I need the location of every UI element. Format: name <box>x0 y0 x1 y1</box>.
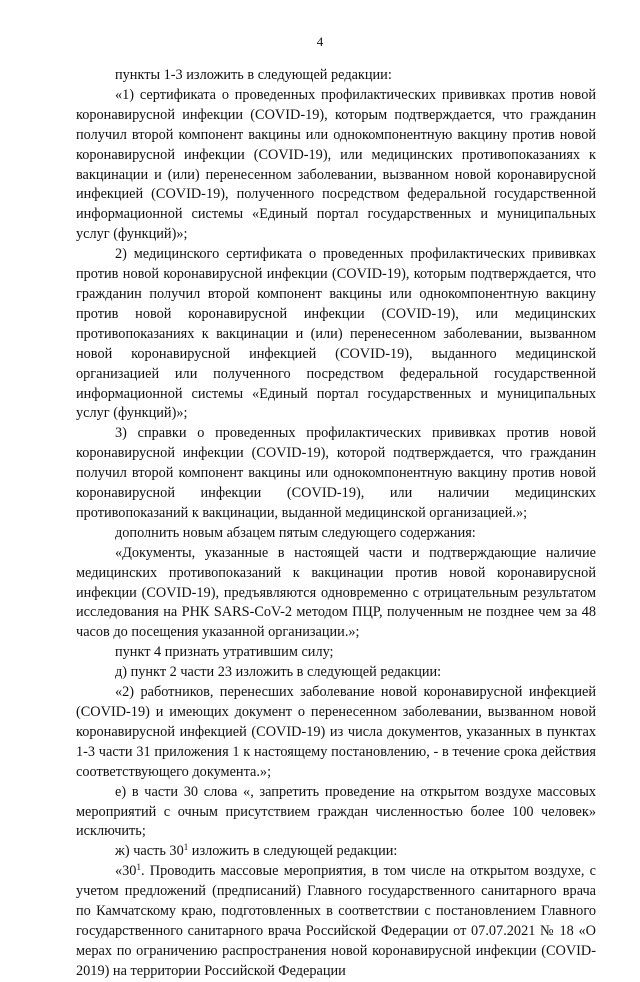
superscript: 1 <box>136 862 141 873</box>
paragraph-zh-item <box>76 842 596 862</box>
paragraph-add-fifth: дополнить новым абзацем пятым следующего содержания: <box>115 524 476 541</box>
text-fragment: . Проводить массовые мероприятия, в том числе на открытом воздухе, с учетом предложений (предписаний) Главного государственного санитарного врача по Камчатскому краю, подготовленных в соответствии с постановлением Главного государственного санитарного врача Российской Федерации от 07.07.2021 № 18 «О мерах по ограничению распространения новой коронавирусной инфекции (COVID-2019) на территории Российской Федерации <box>76 863 596 979</box>
paragraph-point-1-certificate: «1) сертификата о проведенных профилактических прививках против новой коронавирусной инфекции (COVID-19), которым подтверждается, что гражданин получил второй компонент вакцины или однокомпонентную вакцину против новой коронавирусной инфекции (COVID-19), или медицинских противопоказаниях к вакцинации и (или) перенесенном заболевании, вызванном новой коронавирусной инфекцией (COVID-19), полученного посредством федеральной государственной информационной системы «Единый портал государственных и муниципальных услуг (функций)»; <box>76 86 596 243</box>
paragraph-point-3-reference: 3) справки о проведенных профилактических прививках против новой коронавирусной инфекции (COVID-19), которой подтверждается, что гражданин получил второй компонент вакцины или однокомпонентную вакцину против новой коронавирусной инфекции (COVID-19), или наличии медицинских противопоказаний к вакцинации, выданной медицинской организацией.»; <box>76 425 596 521</box>
text-fragment: «30 <box>115 863 137 880</box>
superscript: 1 <box>183 842 189 853</box>
paragraph-documents-note: «Документы, указанные в настоящей части и подтверждающие наличие медицинских противопоказаний к вакцинации против новой коронавирусной инфекции (COVID-19), предъявляются одновременно с отрицательным результатом исследования на РНК SARS-CoV-2 методом ПЦР, полученным не позднее чем за 48 часов до посещения указанной организации.»; <box>76 544 596 641</box>
paragraph-e-item: е) в части 30 слова «, запретить проведение на открытом воздухе массовых мероприятий с очным присутствием граждан численностью более 100 человек» исключить; <box>76 783 596 840</box>
text-fragment: изложить в следующей редакции: <box>188 843 398 860</box>
document-body <box>76 66 596 982</box>
paragraph-workers: «2) работников, перенесших заболевание новой коронавирусной инфекцией (COVID-19) и имеющих документ о перенесенном заболевании, вызванном новой коронавирусной инфекцией (COVID-19) из числа документов, указанных в пунктах 1-3 части 31 приложения 1 к настоящему постановлению, - в течение срока действия соответствующего документа.»; <box>76 684 596 780</box>
paragraph-intro-points-1-3: пункты 1-3 изложить в следующей редакции: <box>115 67 392 83</box>
text-fragment: ж) часть 30 <box>115 843 184 860</box>
page-number: 4 <box>316 34 324 49</box>
paragraph-30-1 <box>76 862 596 981</box>
paragraph-point-2-medical-certificate: 2) медицинского сертификата о проведенных профилактических прививках против новой коронавирусной инфекции (COVID-19), которым подтверждается, что гражданин получил второй компонент вакцины или однокомпонентную вакцину против новой коронавирусной инфекции (COVID-19), или медицинских противопоказаниях к вакцинации и (или) перенесенном заболевании, вызванном новой коронавирусной инфекцией (COVID-19), выданного медицинской организацией или полученного посредством федеральной государственной информационной системы «Единый портал государственных и муниципальных услуг (функций)»; <box>76 246 596 422</box>
paragraph-d-item: д) пункт 2 части 23 изложить в следующей редакции: <box>115 664 442 681</box>
paragraph-point-4-void: пункт 4 признать утратившим силу; <box>115 644 334 661</box>
